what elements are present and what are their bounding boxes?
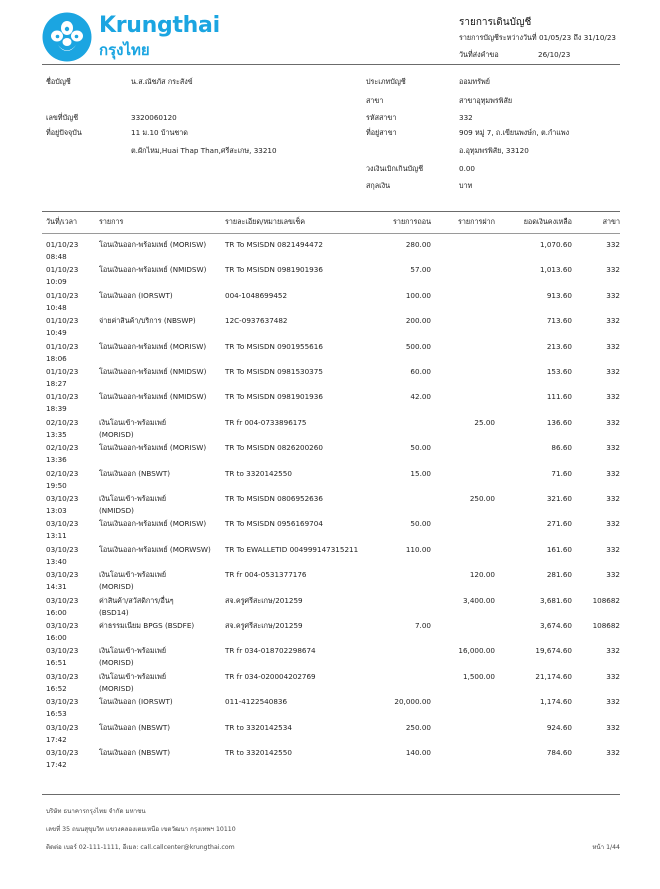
address-label: ที่อยู่ปัจจุบัน xyxy=(46,128,82,137)
row-detail: TR fr 004-0531377176 xyxy=(225,570,307,580)
row-branch: 108682 xyxy=(592,595,620,605)
account-name: น.ส.ณัชภัส กระสังข์ xyxy=(131,77,193,86)
row-time: 18:27 xyxy=(46,379,67,388)
row-time: 16:00 xyxy=(46,633,67,642)
row-description: โอนเงินออก-พร้อมเพย์ (MORISW) xyxy=(99,341,207,351)
branch-code-label: รหัสสาขา xyxy=(366,113,397,122)
row-detail: TR to 3320142550 xyxy=(225,468,292,478)
branch-label: สาขา xyxy=(366,96,384,105)
row-description: โอนเงินออก-พร้อมเพย์ (MORISW) xyxy=(99,519,207,529)
row-time: 10:49 xyxy=(46,328,67,338)
branch-address-line-1: 909 หมู่ 7, ถ.เขียนพงษ์ก, ต.กำแพง xyxy=(459,128,570,137)
row-branch: 332 xyxy=(606,468,620,478)
row-deposit-amount: 1,500.00 xyxy=(462,671,495,681)
account-type: ออมทรัพย์ xyxy=(459,77,490,86)
row-withdraw-amount: 110.00 xyxy=(405,544,431,554)
row-time: 18:06 xyxy=(46,353,67,363)
row-branch: 332 xyxy=(606,544,620,554)
row-detail: สจ.ครูศรีสะเกษ/201259 xyxy=(225,595,303,605)
row-withdraw-amount: 15.00 xyxy=(410,468,431,478)
row-balance: 161.60 xyxy=(546,544,572,554)
row-detail: TR To MSISDN 0821494472 xyxy=(225,240,323,249)
col-header-branch: สาขา xyxy=(602,217,620,226)
row-withdraw-amount: 50.00 xyxy=(410,443,431,453)
currency-label: สกุลเงิน xyxy=(366,181,391,190)
address-line-1: 11 ม.10 บ้านชาด xyxy=(131,128,188,137)
row-time: 18:39 xyxy=(46,404,67,414)
row-detail: 12C-0937637482 xyxy=(225,316,288,326)
address-line-2: ต.ผักไหม,Huai Thap Than,ศรีสะเกษ, 33210 xyxy=(131,146,277,155)
account-number: 3320060120 xyxy=(131,113,177,122)
row-date: 01/10/23 xyxy=(46,341,79,351)
row-description: โอนเงินออก-พร้อมเพย์ (NMIDSW) xyxy=(99,265,207,275)
row-time: 10:09 xyxy=(46,277,67,287)
row-date: 03/10/23 xyxy=(46,722,79,732)
period-to: 31/10/23 xyxy=(583,33,616,42)
period-label: รายการบัญชีระหว่างวันที่ xyxy=(459,33,537,42)
row-branch: 332 xyxy=(606,722,620,732)
row-date: 03/10/23 xyxy=(46,570,79,580)
branch-code: 332 xyxy=(459,113,473,122)
footer-divider xyxy=(42,794,620,795)
row-description: โอนเงินออก-พร้อมเพย์ (NMIDSW) xyxy=(99,367,207,376)
currency-value: บาท xyxy=(459,181,473,190)
row-balance: 71.60 xyxy=(551,468,572,478)
row-branch: 332 xyxy=(606,417,620,427)
row-detail: TR To MSISDN 0826200260 xyxy=(225,443,323,453)
row-time: 16:00 xyxy=(46,607,67,617)
row-balance: 213.60 xyxy=(546,341,572,351)
row-branch: 332 xyxy=(606,697,620,707)
print-date-label: วันที่ส่งคำขอ xyxy=(459,50,499,59)
row-detail: TR to 3320142550 xyxy=(225,748,292,757)
row-withdraw-amount: 7.00 xyxy=(414,621,431,630)
row-deposit-amount: 16,000.00 xyxy=(458,646,495,656)
row-balance: 19,674.60 xyxy=(535,646,572,656)
row-date: 03/10/23 xyxy=(46,697,79,707)
row-withdraw-amount: 50.00 xyxy=(410,519,431,529)
row-description: จ่ายค่าสินค้า/บริการ (NBSWP) xyxy=(99,316,196,326)
row-deposit-amount: 3,400.00 xyxy=(462,595,495,605)
row-time: 13:40 xyxy=(46,556,67,566)
row-branch: 332 xyxy=(606,290,620,300)
row-detail: 004-1048699452 xyxy=(225,290,288,300)
row-description: โอนเงินออก-พร้อมเพย์ (NMIDSW) xyxy=(99,392,207,402)
row-balance: 784.60 xyxy=(546,748,572,757)
row-branch: 332 xyxy=(606,240,620,249)
row-balance: 281.60 xyxy=(546,570,572,580)
row-time: 13:36 xyxy=(46,455,67,465)
branch-name: สาขาอุทุมพรพิสัย xyxy=(459,96,513,105)
row-detail: TR To MSISDN 0901955616 xyxy=(225,341,323,351)
row-detail: TR fr 004-0733896175 xyxy=(225,417,307,427)
row-description: โอนเงินออก (NBSWT) xyxy=(99,722,171,732)
row-time: 16:52 xyxy=(46,683,67,693)
row-time: 16:53 xyxy=(46,709,67,719)
row-balance: 1,174.60 xyxy=(539,697,572,707)
row-date: 03/10/23 xyxy=(46,519,79,529)
row-balance: 1,013.60 xyxy=(539,265,572,275)
row-date: 03/10/23 xyxy=(46,595,79,605)
col-header-description: รายการ xyxy=(99,217,124,226)
row-detail: TR fr 034-020004202769 xyxy=(225,671,316,681)
row-description: โอนเงินออก (IORSWT) xyxy=(99,290,173,300)
row-withdraw-amount: 500.00 xyxy=(405,341,431,351)
row-balance: 271.60 xyxy=(546,519,572,529)
account-type-label: ประเภทบัญชี xyxy=(366,77,406,86)
account-name-label: ชื่อบัญชี xyxy=(46,77,71,86)
row-date: 03/10/23 xyxy=(46,544,79,554)
row-withdraw-amount: 57.00 xyxy=(410,265,431,275)
row-description: โอนเงินออก-พร้อมเพย์ (MORWSW) xyxy=(99,544,211,554)
col-header-balance: ยอดเงินคงเหลือ xyxy=(523,217,572,226)
row-branch: 332 xyxy=(606,443,620,453)
page-number: หน้า 1/44 xyxy=(592,844,620,851)
row-branch: 332 xyxy=(606,316,620,326)
row-deposit-amount: 250.00 xyxy=(469,494,495,503)
period-separator: ถึง xyxy=(573,33,582,42)
row-balance: 21,174.60 xyxy=(535,671,572,681)
row-branch: 332 xyxy=(606,367,620,376)
account-number-label: เลขที่บัญชี xyxy=(46,113,79,122)
row-date: 02/10/23 xyxy=(46,417,79,427)
col-header-detail: รายละเอียด/หมายเลขเช็ค xyxy=(225,217,306,226)
row-description-code: (MORISD) xyxy=(99,429,134,439)
row-time: 13:11 xyxy=(46,531,67,541)
row-date: 01/10/23 xyxy=(46,240,79,249)
row-description: เงินโอนเข้า-พร้อมเพย์ xyxy=(99,646,167,656)
row-balance: 136.60 xyxy=(546,417,572,427)
row-description: โอนเงินออก (NBSWT) xyxy=(99,748,171,757)
col-header-date: วันที่/เวลา xyxy=(46,217,78,226)
row-time: 17:42 xyxy=(46,734,67,744)
row-balance: 924.60 xyxy=(546,722,572,732)
row-branch: 332 xyxy=(606,494,620,503)
row-date: 01/10/23 xyxy=(46,367,79,376)
row-date: 01/10/23 xyxy=(46,316,79,326)
col-header-withdraw: รายการถอน xyxy=(393,217,431,226)
row-description-code: (NMIDSD) xyxy=(99,506,134,515)
row-branch: 332 xyxy=(606,570,620,580)
row-balance: 111.60 xyxy=(546,392,572,402)
row-date: 03/10/23 xyxy=(46,748,79,757)
row-time: 16:51 xyxy=(46,658,67,668)
row-time: 10:48 xyxy=(46,302,67,312)
row-branch: 332 xyxy=(606,265,620,275)
row-date: 02/10/23 xyxy=(46,468,79,478)
row-balance: 86.60 xyxy=(551,443,572,453)
row-withdraw-amount: 60.00 xyxy=(410,367,431,376)
row-description: ค่าธรรมเนียม BPGS (BSDFE) xyxy=(99,621,195,630)
row-date: 01/10/23 xyxy=(46,290,79,300)
row-description-code: (MORISD) xyxy=(99,683,134,693)
row-withdraw-amount: 200.00 xyxy=(405,316,431,326)
row-description: โอนเงินออก-พร้อมเพย์ (MORISW) xyxy=(99,240,207,249)
row-balance: 913.60 xyxy=(546,290,572,300)
row-description-code: (MORISD) xyxy=(99,582,134,592)
row-branch: 332 xyxy=(606,748,620,757)
row-balance: 3,674.60 xyxy=(539,621,572,630)
row-detail: TR To MSISDN 0981901936 xyxy=(225,392,323,402)
row-time: 08:48 xyxy=(46,252,67,261)
row-time: 13:35 xyxy=(46,429,67,439)
row-balance: 321.60 xyxy=(546,494,572,503)
row-withdraw-amount: 100.00 xyxy=(405,290,431,300)
footer-contact: ติดต่อ เบอร์ 02-111-1111, อีเมล: call.callcenter@krungthai.com xyxy=(46,844,235,851)
row-branch: 332 xyxy=(606,392,620,402)
row-description: ค่าสินค้า/สวัสดิการ/อื่นๆ xyxy=(99,595,174,605)
row-detail: TR to 3320142534 xyxy=(225,722,292,732)
brand-name-en: Krungthai xyxy=(99,13,220,38)
row-date: 02/10/23 xyxy=(46,443,79,453)
row-withdraw-amount: 42.00 xyxy=(410,392,431,402)
row-description-code: (BSD14) xyxy=(99,607,129,617)
row-deposit-amount: 25.00 xyxy=(474,417,495,427)
row-balance: 713.60 xyxy=(546,316,572,326)
row-description: โอนเงินออก (IORSWT) xyxy=(99,697,173,707)
row-detail: TR To MSISDN 0956169704 xyxy=(225,519,323,529)
row-withdraw-amount: 280.00 xyxy=(405,240,431,249)
row-date: 01/10/23 xyxy=(46,392,79,402)
row-deposit-amount: 120.00 xyxy=(469,570,495,580)
row-description: เงินโอนเข้า-พร้อมเพย์ xyxy=(99,494,167,503)
print-date: 26/10/23 xyxy=(538,50,571,59)
footer-company: บริษัท ธนาคารกรุงไทย จำกัด มหาชน xyxy=(46,808,146,815)
row-balance: 1,070.60 xyxy=(539,240,572,249)
row-date: 03/10/23 xyxy=(46,621,79,630)
row-date: 03/10/23 xyxy=(46,671,79,681)
row-detail: TR To MSISDN 0806952636 xyxy=(225,494,323,503)
row-date: 03/10/23 xyxy=(46,646,79,656)
branch-address-line-2: อ.อุทุมพรพิสัย, 33120 xyxy=(459,146,529,155)
branch-address-label: ที่อยู่สาขา xyxy=(366,128,397,137)
row-description: เงินโอนเข้า-พร้อมเพย์ xyxy=(99,417,167,427)
period-from: 01/05/23 xyxy=(538,33,572,42)
row-time: 14:31 xyxy=(46,582,67,592)
row-withdraw-amount: 20,000.00 xyxy=(394,697,431,707)
brand-name-th: กรุงไทย xyxy=(99,41,150,59)
statement-title: รายการเดินบัญชี xyxy=(459,17,532,28)
row-description: โอนเงินออก (NBSWT) xyxy=(99,468,171,478)
row-detail: TR To MSISDN 0981530375 xyxy=(225,367,323,376)
row-description: เงินโอนเข้า-พร้อมเพย์ xyxy=(99,671,167,681)
row-branch: 332 xyxy=(606,646,620,656)
row-balance: 153.60 xyxy=(546,367,572,376)
row-date: 01/10/23 xyxy=(46,265,79,275)
row-date: 03/10/23 xyxy=(46,494,79,503)
row-detail: TR To MSISDN 0981901936 xyxy=(225,265,323,275)
row-description: เงินโอนเข้า-พร้อมเพย์ xyxy=(99,570,167,580)
row-branch: 332 xyxy=(606,519,620,529)
row-detail: TR fr 034-018702298674 xyxy=(225,646,316,656)
row-withdraw-amount: 140.00 xyxy=(405,748,431,757)
row-withdraw-amount: 250.00 xyxy=(405,722,431,732)
col-header-deposit: รายการฝาก xyxy=(458,217,495,226)
row-detail: TR To EWALLETID 004999147315211 xyxy=(225,544,359,554)
row-branch: 108682 xyxy=(592,621,620,630)
row-branch: 332 xyxy=(606,671,620,681)
row-time: 17:42 xyxy=(46,760,67,769)
row-description: โอนเงินออก-พร้อมเพย์ (MORISW) xyxy=(99,443,207,453)
row-time: 19:50 xyxy=(46,480,67,490)
row-branch: 332 xyxy=(606,341,620,351)
row-detail: สจ.ครูศรีสะเกษ/201259 xyxy=(225,621,303,630)
overdraft-label: วงเงินเบิกเกินบัญชี xyxy=(366,164,424,173)
row-detail: 011-4122540836 xyxy=(225,697,288,707)
row-time: 13:03 xyxy=(46,506,67,515)
row-balance: 3,681.60 xyxy=(539,595,572,605)
row-description-code: (MORISD) xyxy=(99,658,134,668)
footer-address: เลขที่ 35 ถนนสุขุมวิท แขวงคลองเตยเหนือ เขตวัฒนา กรุงเทพฯ 10110 xyxy=(46,826,236,833)
overdraft-value: 0.00 xyxy=(459,164,476,173)
